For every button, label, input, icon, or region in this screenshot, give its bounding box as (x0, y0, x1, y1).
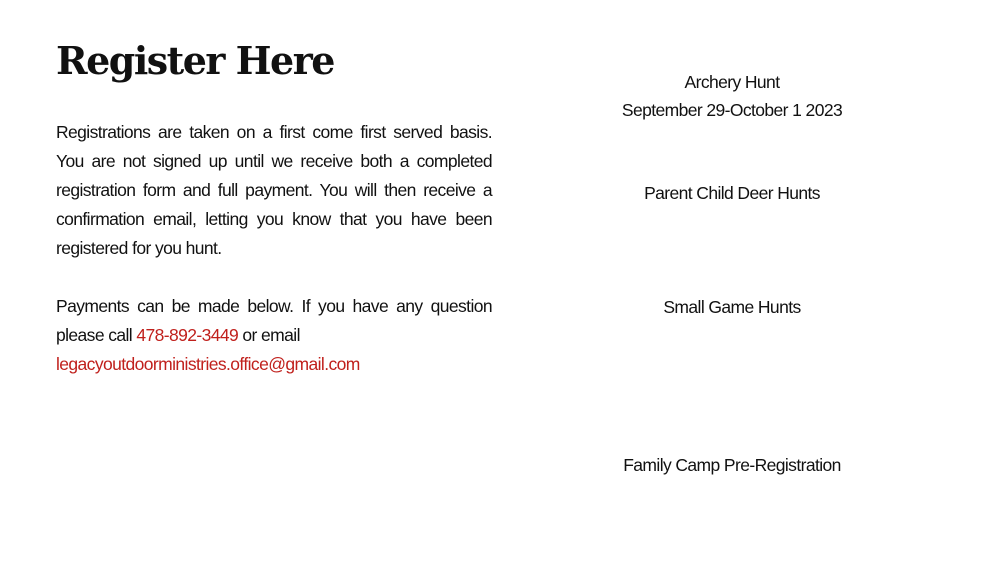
event-name: Family Camp Pre-Registration (623, 455, 841, 475)
event-parent-child-deer-hunts[interactable] (600, 179, 864, 207)
registration-info (56, 118, 492, 379)
event-archery-hunt[interactable] (600, 68, 864, 124)
phone-link[interactable]: 478-892-3449 (136, 325, 239, 345)
payment-text: Payments can be made below. If you have any question please call (56, 296, 492, 345)
event-name: Parent Child Deer Hunts (644, 183, 820, 203)
registration-paragraph: Registrations are taken on a first come first served basis. You are not signed up until we receive both a completed registration form and full payment. You will then receive a confirmation email, letting you know that you have been registered for you hunt. (56, 122, 492, 258)
email-link[interactable]: legacyoutdoorministries.office@gmail.com (56, 354, 360, 374)
event-name: Small Game Hunts (663, 297, 801, 317)
event-name: Archery Hunt (684, 72, 780, 92)
page-title: Register Here (56, 38, 334, 83)
or-email-text: or email (242, 325, 300, 345)
payment-paragraph (56, 292, 492, 379)
event-date: September 29-October 1 2023 (621, 100, 843, 120)
event-family-camp-pre-registration[interactable] (600, 451, 864, 479)
event-small-game-hunts[interactable] (600, 293, 864, 321)
